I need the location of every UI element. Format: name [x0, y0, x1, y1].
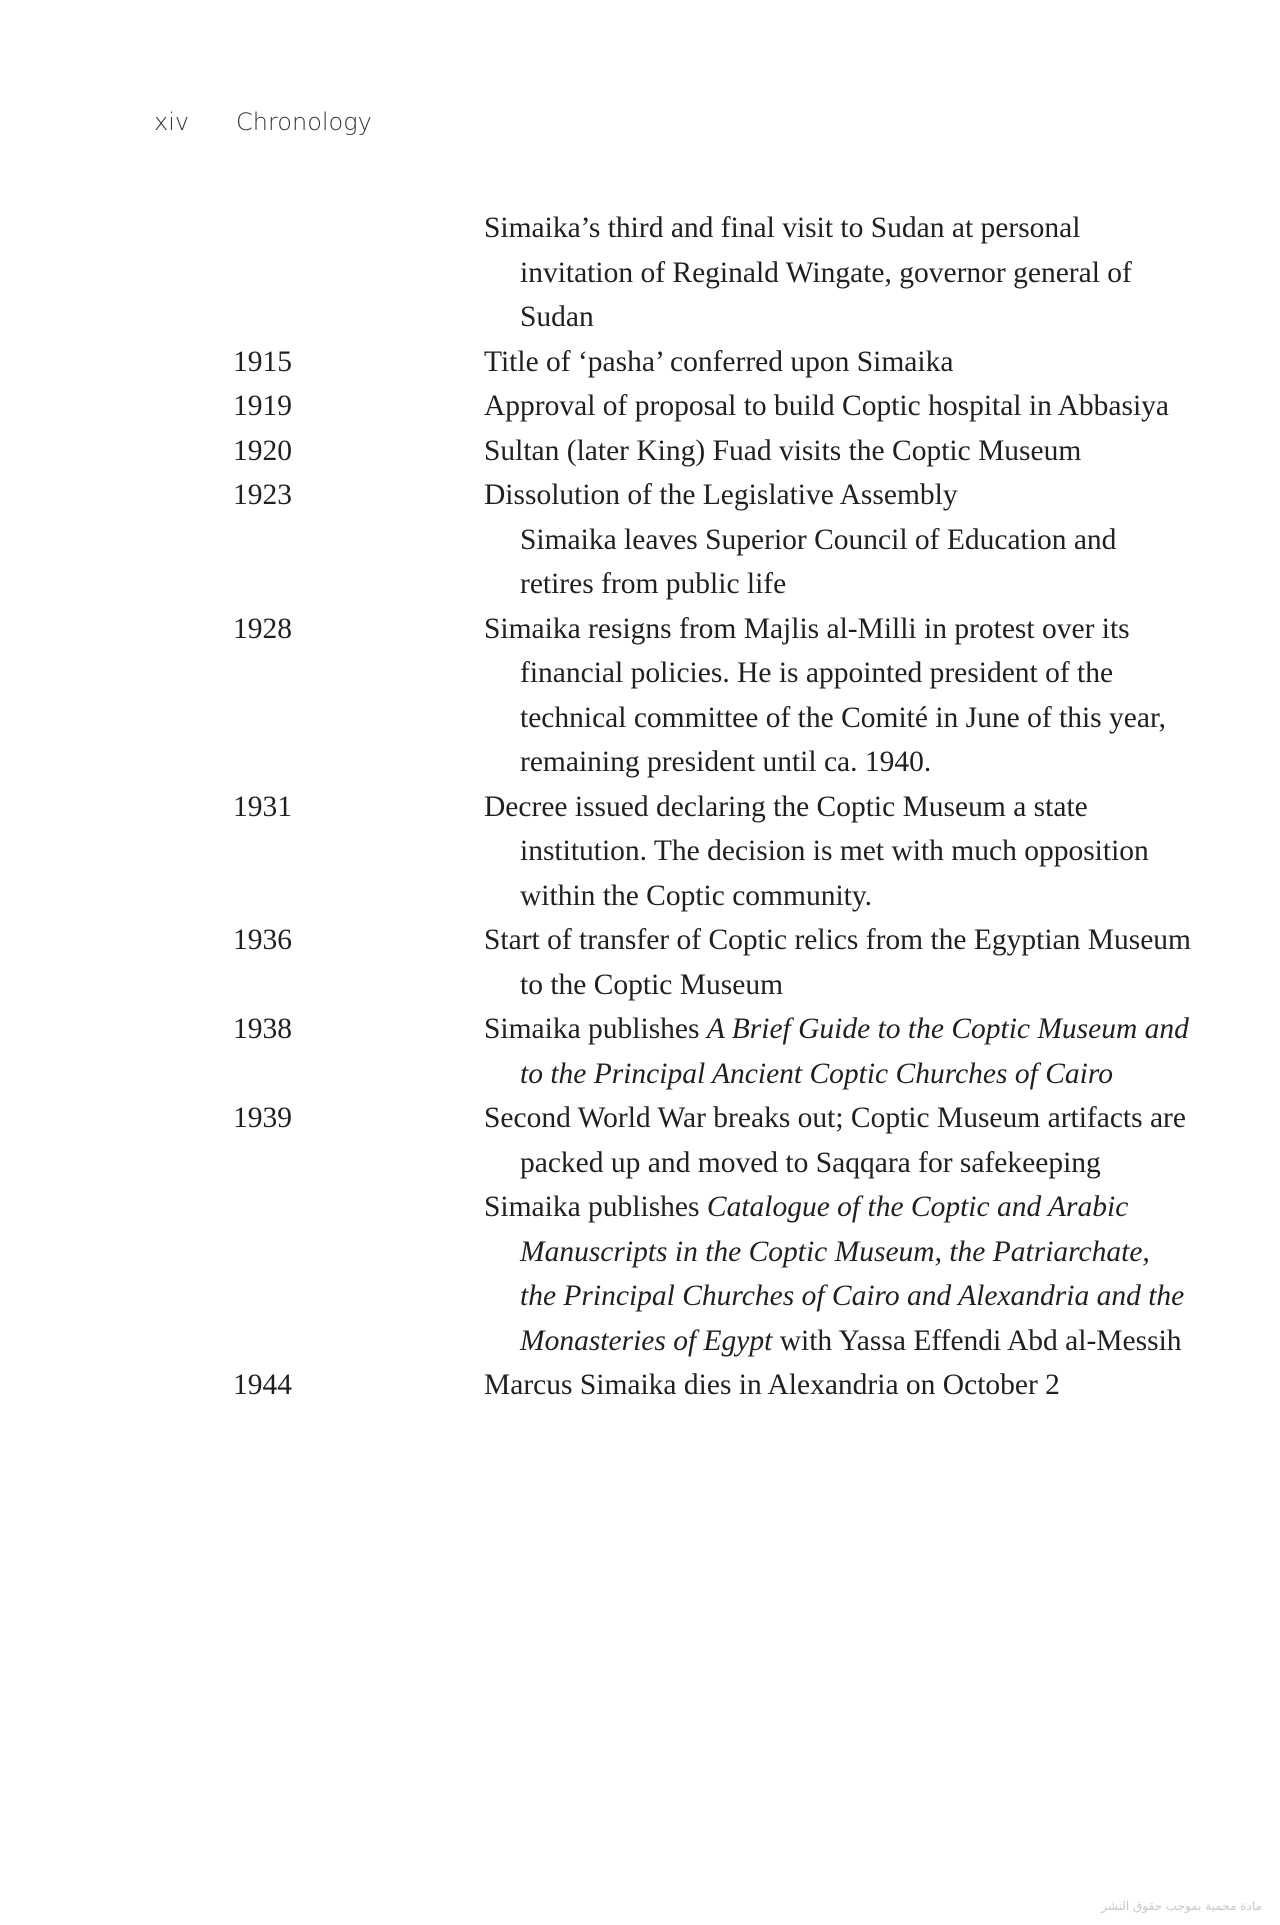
- entry-text: Simaika publishes: [484, 1013, 707, 1045]
- entry-text: Simaika publishes: [484, 1191, 707, 1223]
- entry-text: Title of ‘pasha’ conferred upon Simaika: [484, 345, 954, 378]
- entry-text: Dissolution of the Legislative Assembly: [484, 479, 958, 511]
- entry-text: with Yassa Effendi Abd al-Messih: [772, 1324, 1182, 1357]
- chronology-entry: [233, 918, 1193, 1007]
- entry-title-italic: A Brief Guide to the Coptic Museum and to the Principal Ancient Coptic Churches of Cairo: [520, 1013, 1189, 1090]
- entry-text: Simaika leaves Superior Council of Education and retires from public life: [520, 523, 1117, 600]
- entry-year: 1919: [233, 390, 292, 422]
- entry-description: [484, 473, 1193, 518]
- entry-description: [484, 1185, 1193, 1363]
- page-number: xiv: [154, 108, 190, 136]
- entry-year: 1920: [233, 434, 292, 467]
- entry-year: 1936: [233, 924, 292, 956]
- entry-description: [484, 785, 1193, 919]
- entry-text: Second World War breaks out; Coptic Museum artifacts are packed up and moved to Saqqara for safekeeping: [484, 1102, 1186, 1179]
- entry-text: Simaika resigns from Majlis al-Milli in protest over its financial policies. He is appointed president of the technical committee of the Comité in June of this year, remaining president until ca. 1940.: [484, 612, 1166, 778]
- running-head: [154, 108, 372, 136]
- entry-description: [484, 206, 1193, 340]
- entry-year: 1944: [233, 1369, 292, 1401]
- running-title: Chronology: [236, 108, 372, 136]
- chronology-entry: [233, 473, 1193, 518]
- entry-year: 1928: [233, 612, 292, 645]
- entry-description: [484, 1363, 1193, 1408]
- entry-text: Approval of proposal to build Coptic hospital in Abbasiya: [484, 390, 1169, 422]
- entry-year: 1938: [233, 1013, 292, 1045]
- entry-description: [484, 518, 1193, 607]
- entry-text: Simaika’s third and final visit to Sudan at personal invitation of Reginald Wingate, governor general of Sudan: [484, 212, 1132, 333]
- chronology-entry: [233, 429, 1193, 474]
- chronology-entry: [233, 518, 1193, 607]
- entry-description: [484, 384, 1193, 429]
- chronology-entry: [233, 1007, 1193, 1096]
- chronology-entry: [233, 384, 1193, 429]
- chronology-entry: [233, 1096, 1193, 1185]
- entry-description: [484, 429, 1193, 474]
- entry-description: [484, 918, 1193, 1007]
- chronology-entry: [233, 785, 1193, 919]
- entry-year: 1915: [233, 345, 292, 378]
- entry-year: 1931: [233, 790, 292, 823]
- entry-title-italic: Catalogue of the Coptic and Arabic Manuscripts in the Coptic Museum, the Patriarchate, the Principal Churches of Cairo and Alexandria and the Monasteries of Egypt: [520, 1191, 1185, 1357]
- entry-description: [484, 340, 1193, 385]
- entry-description: [484, 1007, 1193, 1096]
- chronology-entry: [233, 340, 1193, 385]
- entry-text: Start of transfer of Coptic relics from the Egyptian Museum to the Coptic Museum: [484, 924, 1192, 1001]
- entry-text: Sultan (later King) Fuad visits the Coptic Museum: [484, 434, 1082, 467]
- chronology-entry: [233, 607, 1193, 785]
- entry-description: [484, 1096, 1193, 1185]
- entry-text: Decree issued declaring the Coptic Museum a state institution. The decision is met with much opposition within the Coptic community.: [484, 790, 1149, 912]
- copyright-watermark: مادة محمية بموجب حقوق النشر: [1101, 1899, 1262, 1913]
- chronology-table: [233, 206, 1193, 1408]
- entry-description: [484, 607, 1193, 785]
- chronology-entry: [233, 1185, 1193, 1363]
- chronology-entry: [233, 1363, 1193, 1408]
- entry-year: 1939: [233, 1102, 292, 1134]
- entry-text: Marcus Simaika dies in Alexandria on October 2: [484, 1369, 1060, 1401]
- entry-year: 1923: [233, 479, 292, 511]
- chronology-entry: [233, 206, 1193, 340]
